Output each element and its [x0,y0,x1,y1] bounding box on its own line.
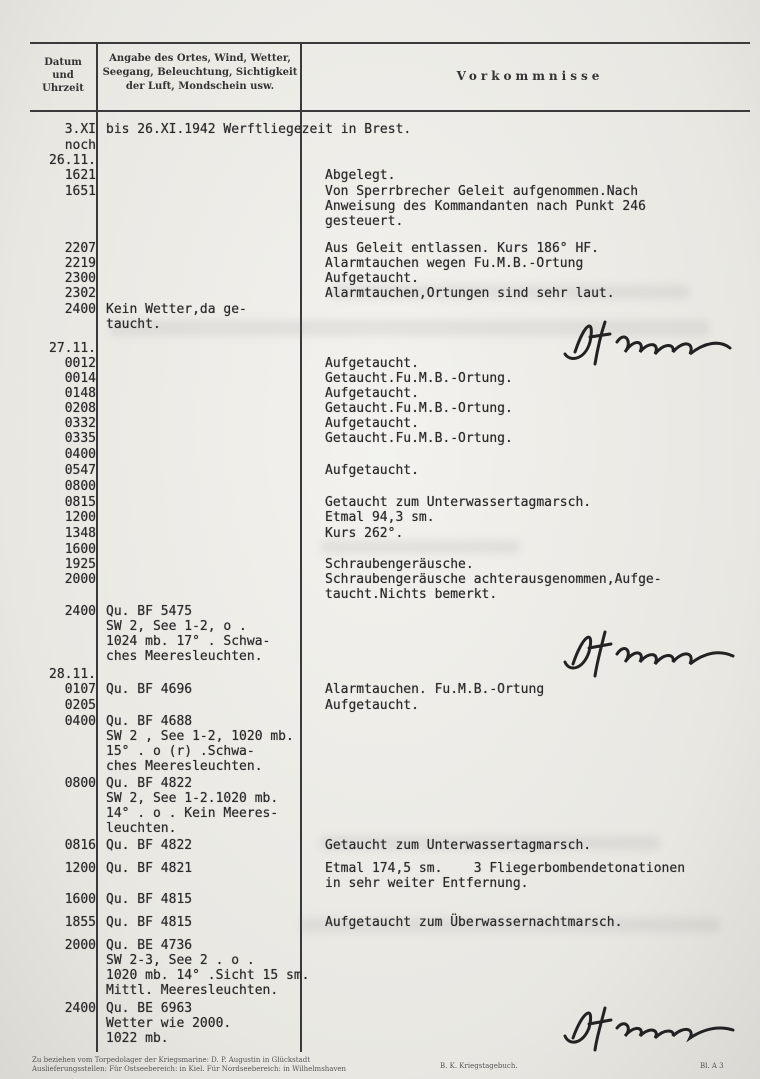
signature-3 [555,998,745,1056]
entry-place-weather: Kein Wetter,da ge- taucht. [106,302,247,332]
footer-sheet-number: Bl. A 3 [700,1062,724,1070]
entry-event: Aufgetaucht. [325,416,419,431]
entry-time: 1200 [64,861,96,876]
entry-time: 0800 [64,479,96,494]
footer-printer-note: Zu beziehen vom Torpedolager der Kriegsmarine: D. P. Augustin in Glückstadt Auslieferungsstellen: Für Ostseebereich: in Kiel. Für Nordseebereich: in Wilhelmshaven [32,1056,347,1073]
entry-time: 1621 [64,168,96,183]
entry-time: 0012 [64,356,96,371]
header-bottom-rule [30,110,750,112]
entry-time: 2300 [64,271,96,286]
entry-time: 27.11. [49,341,96,356]
entry-event: Aufgetaucht. [325,356,419,371]
footer-form-title: B. K. Kriegstagebuch. [440,1062,518,1070]
entry-time: 0400 [64,447,96,462]
entry-event: Getaucht.Fu.M.B.-Ortung. [325,431,513,446]
entry-time: 26.11. [49,153,96,168]
entry-time: 1200 [64,510,96,525]
entry-time: 1855 [64,915,96,930]
entry-time: 1600 [64,542,96,557]
entry-event: Getaucht zum Unterwassertagmarsch. [325,838,592,853]
entry-event: Aus Geleit entlassen. Kurs 186° HF. [325,241,599,256]
entry-place-weather: Qu. BF 5475 SW 2, See 1-2, o . 1024 mb. 17° . Schwa- ches Meeresleuchten. [106,604,271,664]
column-divider-2 [300,42,302,1052]
entry-event: Kurs 262°. [325,526,404,541]
entry-time: 0014 [64,371,96,386]
entry-time: 3.XI [64,122,96,137]
entry-time: 2000 [64,938,96,953]
entry-place-weather: Qu. BF 4822 SW 2, See 1-2.1020 mb. 14° . o . Kein Meeres- leuchten. [106,776,279,836]
entry-time: 0335 [64,431,96,446]
entry-event: Getaucht.Fu.M.B.-Ortung. [325,401,513,416]
entry-event: Getaucht.Fu.M.B.-Ortung. [325,371,513,386]
entry-time: 28.11. [49,667,96,682]
header-events: Vorkommnisse [456,69,604,83]
entry-time: 2400 [64,604,96,619]
entry-place-weather: Qu. BE 6963 Wetter wie 2000. 1022 mb. [106,1001,232,1046]
header-place-weather: Angabe des Ortes, Wind, Wetter, Seegang, Beleuchtung, Sichtigkeit der Luft, Mondschein usw. [102,53,298,92]
entry-time: 0107 [64,682,96,697]
entry-time: 2000 [64,572,96,587]
entry-time: 2302 [64,286,96,301]
entry-time: 0332 [64,416,96,431]
entry-place-weather: Qu. BF 4815 [106,915,193,930]
entry-event: Aufgetaucht. [325,698,419,713]
entry-event: Etmal 174,5 sm. 3 Fliegerbombendetonationen in sehr weiter Entfernung. [325,861,686,891]
entry-time: 1600 [64,892,96,907]
entry-event: Alarmtauchen,Ortungen sind sehr laut. [325,286,615,301]
entry-event: Aufgetaucht. [325,463,419,478]
entry-place-weather: Qu. BF 4821 [106,861,193,876]
top-rule [30,42,750,44]
entry-time: 0400 [64,714,96,729]
entry-time: 0208 [64,401,96,416]
header-date-time: Datum und Uhrzeit [42,57,84,94]
entry-event: Von Sperrbrecher Geleit aufgenommen.Nach Anweisung des Kommandanten nach Punkt 246 gesteuert. [325,184,646,229]
column-divider-1 [96,42,98,1052]
entry-place-weather: Qu. BF 4815 [106,892,193,907]
entry-time: 2207 [64,241,96,256]
entry-place-weather: bis 26.XI.1942 Werftliegezeit in Brest. [106,122,412,137]
entry-time: 0816 [64,838,96,853]
entry-time: noch [64,138,96,153]
entry-time: 1651 [64,184,96,199]
ink-smudge [320,540,520,554]
entry-time: 2219 [64,256,96,271]
entry-place-weather: Qu. BF 4696 [106,682,193,697]
entry-event: Alarmtauchen wegen Fu.M.B.-Ortung [325,256,584,271]
entry-event: Schraubengeräusche. [325,557,474,572]
entry-time: 1925 [64,557,96,572]
entry-place-weather: Qu. BF 4822 [106,838,193,853]
entry-time: 0815 [64,495,96,510]
signature-2 [555,622,745,680]
entry-place-weather: Qu. BF 4688 SW 2 , See 1-2, 1020 mb. 15° . o (r) .Schwa- ches Meeresleuchten. [106,714,294,774]
entry-place-weather: Qu. BE 4736 SW 2-3, See 2 . o . 1020 mb. 14° .Sicht 15 sm. Mittl. Meeresleuchten. [106,938,310,998]
entry-time: 0205 [64,698,96,713]
entry-event: Getaucht zum Unterwassertagmarsch. [325,495,592,510]
entry-time: 0148 [64,386,96,401]
entry-event: Aufgetaucht. [325,386,419,401]
entry-event: Etmal 94,3 sm. [325,510,435,525]
entry-event: Schraubengeräusche achterausgenommen,Aufge- taucht.Nichts bemerkt. [325,572,662,602]
entry-event: Aufgetaucht zum Überwassernachtmarsch. [325,915,623,930]
entry-time: 2400 [64,1001,96,1016]
entry-event: Abgelegt. [325,168,396,183]
entry-time: 2400 [64,302,96,317]
entry-time: 0547 [64,463,96,478]
entry-time: 0800 [64,776,96,791]
signature-1 [555,312,745,370]
entry-event: Aufgetaucht. [325,271,419,286]
entry-event: Alarmtauchen. Fu.M.B.-Ortung [325,682,545,697]
entry-time: 1348 [64,526,96,541]
